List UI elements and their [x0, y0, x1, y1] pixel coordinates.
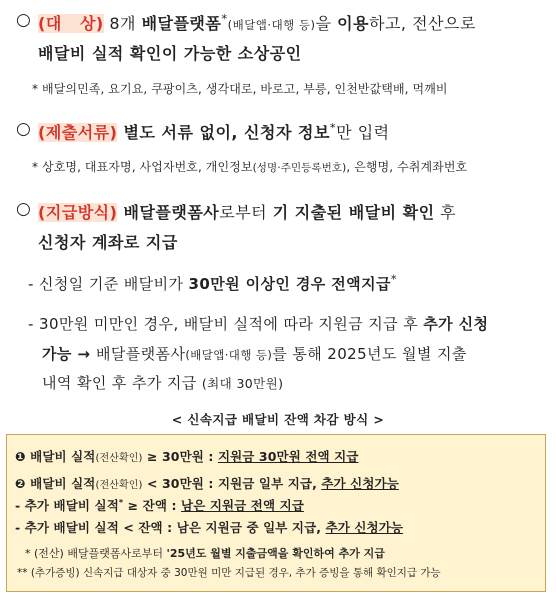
box-line1: ❶ 배달비 실적(전산확인) ≥ 30만원 : 지원금 30만원 전액 지급 [15, 449, 359, 464]
sec1-footnote: * 배달의민족, 요기요, 쿠팡이츠, 생각대로, 바로고, 부릉, 인천반값택배, 먹깨비 [32, 82, 448, 96]
sec1-tag: (대 상) [38, 14, 104, 33]
box-footnote1: * (전산) 배달플랫폼사로부터 '25년도 월별 지출금액을 확인하여 추가 지급 [25, 547, 385, 560]
sec3-dash2-line1: - 30만원 미만인 경우, 배달비 실적에 따라 지원금 지급 후 추가 신청 [28, 315, 489, 333]
box-title: < 신속지급 배달비 잔액 차감 방식 > [171, 412, 385, 427]
sec2-tag: (제출서류) [38, 123, 118, 142]
info-box [6, 434, 546, 592]
sec2-footnote: * 상호명, 대표자명, 사업자번호, 개인정보(성명·주민등록번호), 은행명, 수취계좌번호 [32, 160, 468, 174]
box-line4: - 추가 배달비 실적 < 잔액 : 남은 지원금 중 일부 지급, 추가 신청가능 [15, 520, 404, 535]
sec1-line1: (대 상) 8개 배달플랫폼*(배달앱·대행 등)을 이용하고, 전산으로 [38, 11, 476, 33]
sec3-line2: 신청자 계좌로 지급 [38, 233, 178, 252]
sec3-line1: (지급방식) 배달플랫폼사로부터 기 지출된 배달비 확인 후 [38, 203, 457, 222]
sec3-dash2-line3: 내역 확인 후 추가 지급 (최대 30만원) [42, 374, 284, 392]
sec3-tag: (지급방식) [38, 203, 118, 222]
box-line2: ❷ 배달비 실적(전산확인) < 30만원 : 지원금 일부 지급, 추가 신청가능 [15, 476, 399, 491]
sec3-dash1: - 신청일 기준 배달비가 30만원 이상인 경우 전액지급* [28, 272, 398, 293]
bullet-circle: ○ [16, 199, 31, 219]
box-footnote2: ** (추가증빙) 신속지급 대상자 중 30만원 미만 지급된 경우, 추가 증빙을 통해 확인지급 가능 [17, 567, 441, 579]
bullet-circle: ○ [16, 119, 31, 139]
box-line3: - 추가 배달비 실적* ≥ 잔액 : 남은 지원금 전액 지급 [15, 497, 304, 513]
sec2-line1: (제출서류) 별도 서류 없이, 신청자 정보*만 입력 [38, 120, 390, 142]
sec3-dash2-line2: 가능 → 배달플랫폼사(배달앱·대행 등)를 통해 2025년도 월별 지출 [42, 345, 467, 363]
bullet-circle: ○ [16, 10, 31, 30]
sec1-line2: 배달비 실적 확인이 가능한 소상공인 [38, 44, 302, 63]
